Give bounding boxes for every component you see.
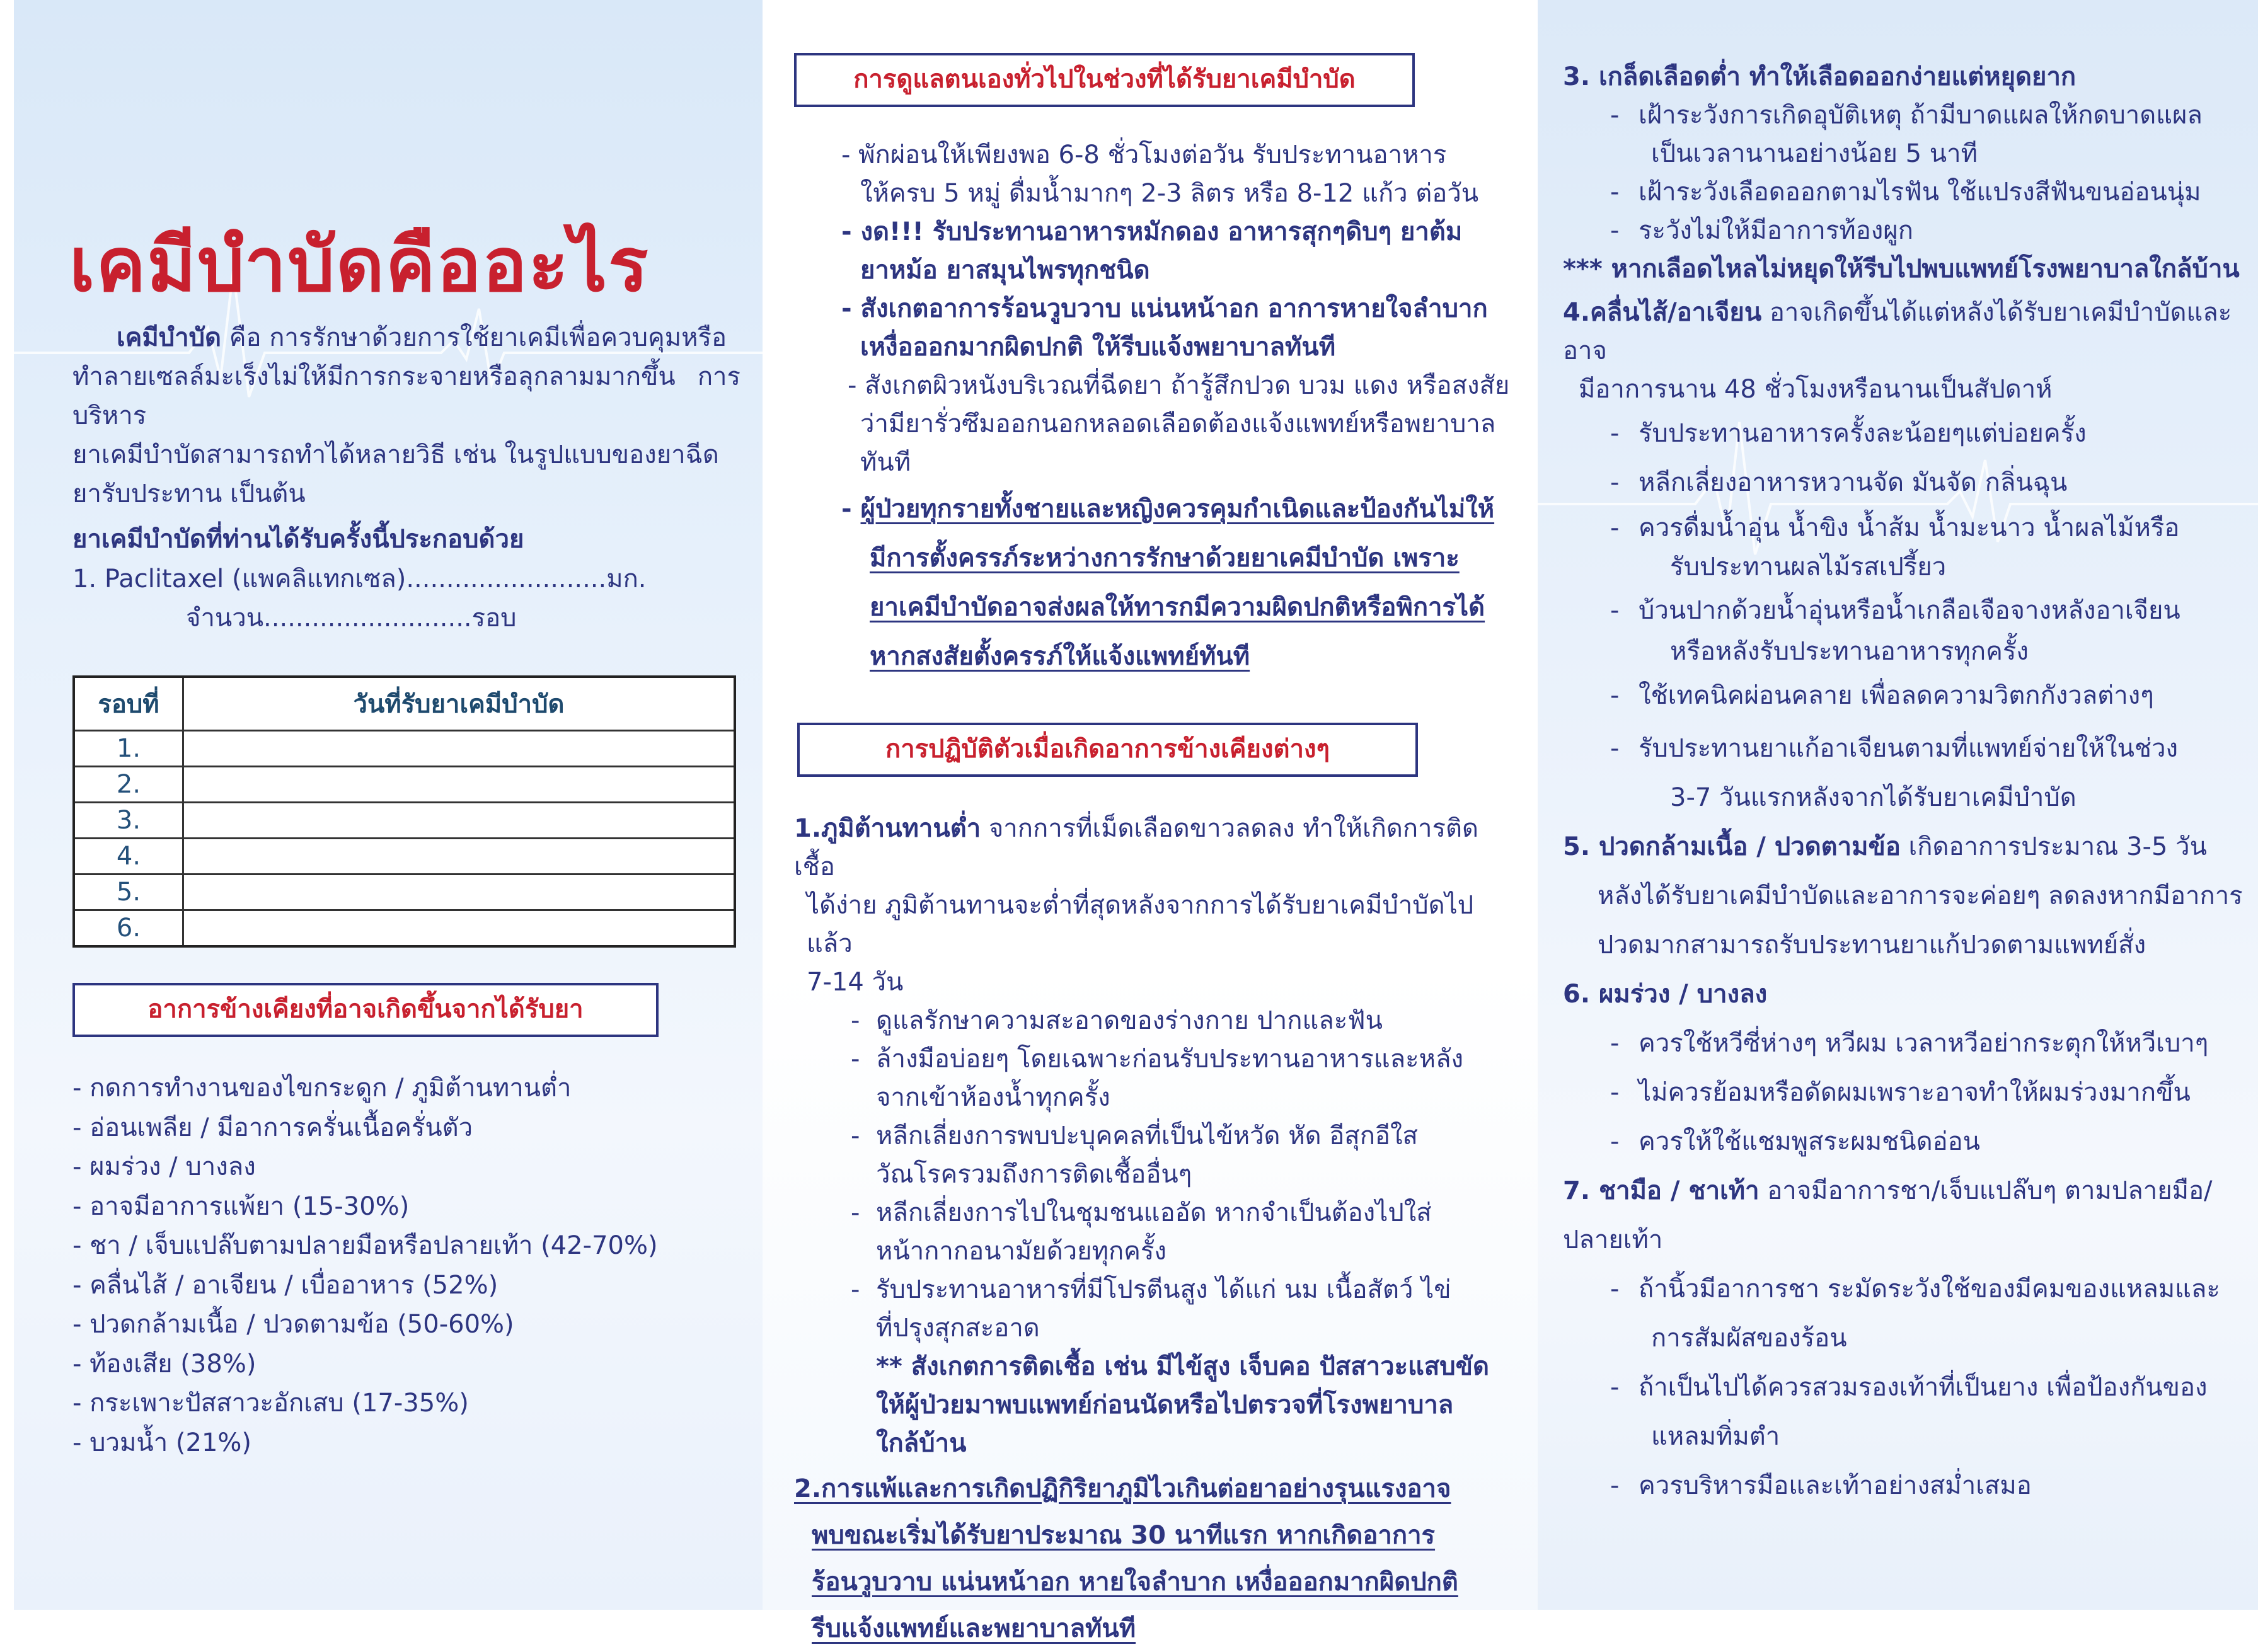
care-line: หลังได้รับยาเคมีบำบัดและอาการจะค่อยๆ ลดลงหากมีอาการ [1598,881,2243,910]
care-line: - สังเกตผิวหนังบริเวณที่ฉีดยา ถ้ารู้สึกปวด บวม แดง หรือสงสัย [848,371,1510,400]
care-line: ไม่ควรย้อมหรือดัดผมเพราะอาจทำให้ผมร่วงมากขึ้น [1639,1078,2191,1107]
care-line: จากเข้าห้องน้ำทุกครั้ง [876,1083,1110,1112]
intro-line: ยาเคมีบำบัดสามารถทำได้หลายวิธี เช่น ในรูปแบบของยาฉีด [72,440,719,469]
care-line: ยาเคมีบำบัดอาจส่งผลให้ทารกมีความผิดปกติหรือพิการได้ [870,593,1485,622]
care-line: - งด!!! รับประทานอาหารหมักดอง อาหารสุกๆดิบๆ ยาต้ม [841,217,1463,246]
round-number: 4. [74,839,183,875]
care-line: ได้ง่าย ภูมิต้านทานจะต่ำที่สุดหลังจากการได้รับยาเคมีบำบัดไปแล้ว [807,891,1474,958]
care-line: รับประทานยาแก้อาเจียนตามที่แพทย์จ่ายให้ในช่วง [1639,734,2179,763]
infection-note: ใกล้บ้าน [876,1429,967,1458]
care-line: เกิดอาการประมาณ 3-5 วัน [1900,832,2207,861]
care-line: ให้ครบ 5 หมู่ ดื่มน้ำมากๆ 2-3 ลิตร หรือ 8-12 แก้ว ต่อวัน [860,179,1479,208]
date-cell [183,803,735,839]
table-row [74,767,735,803]
care-line: แหลมทิ่มตำ [1651,1422,1780,1451]
left-panel [0,0,763,1610]
section-title: 6. ผมร่วง / บางลง [1563,980,1768,1009]
care-line: หน้ากากอนามัยด้วยทุกครั้ง [876,1237,1166,1266]
drug-rounds-line: จำนวน..........................รอบ [186,604,517,633]
table-header-date: วันที่รับยาเคมีบำบัด [183,677,735,731]
care-line: รับประทานอาหารครั้งละน้อยๆแต่บ่อยครั้ง [1639,419,2087,448]
table-header-row [74,677,735,731]
date-cell [183,875,735,910]
date-cell [183,767,735,803]
list-item: - กระเพาะปัสสาวะอักเสบ (17-35%) [72,1389,469,1418]
drug-dose-line: 1. Paclitaxel (แพคลิแทกเซล).........................มก. [72,565,647,594]
care-line: จากการที่เม็ดเลือดขาวลดลง ทำให้เกิดการติดเชื้อ [794,814,1478,881]
care-line: ควรบริหารมือและเท้าอย่างสม่ำเสมอ [1639,1471,2032,1500]
list-item: - อาจมีอาการแพ้ยา (15-30%) [72,1191,410,1221]
care-line: ดูแลรักษาความสะอาดของร่างกาย ปากและฟัน [876,1006,1383,1035]
intro-term: เคมีบำบัด [117,323,222,352]
care-line: ที่ปรุงสุกสะอาด [876,1314,1040,1343]
care-line: ทันที [860,448,911,477]
list-item: - ผมร่วง / บางลง [72,1152,256,1181]
care-line: ควรดื่มน้ำอุ่น น้ำขิง น้ำส้ม น้ำมะนาว น้ำผลไม้หรือ [1639,513,2180,542]
side-effect-care-heading: การปฏิบัติตัวเมื่อเกิดอาการข้างเคียงต่างๆ [797,723,1418,777]
rounds-table [72,675,736,948]
care-line: อาจมีอาการชา/เจ็บแปล๊บๆ ตามปลายมือ/ ปลายเท้า [1563,1176,2213,1254]
section-title: 3. เกล็ดเลือดต่ำ ทำให้เลือดออกง่ายแต่หยุดยาก [1563,62,2077,91]
care-line: - สังเกตอาการร้อนวูบวาบ แน่นหน้าอก อาการหายใจลำบาก [841,294,1488,323]
table-row [74,803,735,839]
care-line: เหงื่อออกมากผิดปกติ ให้รีบแจ้งพยาบาลทันที [860,333,1336,362]
allergy-line: ร้อนวูบวาบ แน่นหน้าอก หายใจลำบาก เหงื่อออกมากผิดปกติ [812,1568,1458,1597]
section-title: 5. ปวดกล้ามเนื้อ / ปวดตามข้อ [1563,832,1901,861]
care-line: มีการตั้งครรภ์ระหว่างการรักษาด้วยยาเคมีบำบัด เพราะ [870,544,1460,573]
intro-line: คือ การรักษาด้วยการใช้ยาเคมีเพื่อควบคุมหรือ [221,323,727,352]
care-line: ยาหม้อ ยาสมุนไพรทุกชนิด [860,256,1150,285]
round-number: 1. [74,731,183,767]
list-item: - ท้องเสีย (38%) [72,1349,256,1379]
section-title: 7. ชามือ / ชาเท้า [1563,1176,1760,1205]
middle-panel [763,0,1538,1643]
round-number: 3. [74,803,183,839]
care-line: ระวังไม่ให้มีอาการท้องผูก [1639,216,1913,245]
self-care-list [794,136,1519,681]
round-number: 5. [74,875,183,910]
section-title: 4.คลื่นไส้/อาเจียน [1563,298,1762,327]
care-line: วัณโรครวมถึงการติดเชื้ออื่นๆ [876,1160,1192,1189]
bleeding-note: *** หากเลือดไหลไม่หยุดให้รีบไปพบแพทย์โรงพยาบาลใกล้บ้าน [1563,255,2240,284]
care-line: หากสงสัยตั้งครรภ์ให้แจ้งแพทย์ทันที [870,642,1250,671]
care-line: ถ้านิ้วมีอาการชา ระมัดระวังใช้ของมีคมของแหลมและ [1639,1275,2220,1304]
care-line: หลีกเลี่ยงอาหารหวานจัด มันจัด กลิ่นฉุน [1639,468,2068,497]
list-item: - ปวดกล้ามเนื้อ / ปวดตามข้อ (50-60%) [72,1310,514,1339]
round-number: 6. [74,910,183,947]
date-cell [183,839,735,875]
list-item: - บวมน้ำ (21%) [72,1428,252,1457]
list-item: - ชา / เจ็บแปล๊บตามปลายมือหรือปลายเท้า (42-70%) [72,1231,658,1260]
care-line: เฝ้าระวังการเกิดอุบัติเหตุ ถ้ามีบาดแผลให้กดบาดแผล [1639,101,2203,130]
allergy-line: พบขณะเริ่มได้รับยาประมาณ 30 นาทีแรก หากเกิดอาการ [812,1521,1436,1550]
care-line: หรือหลังรับประทานอาหารทุกครั้ง [1670,637,2029,666]
infection-note: ให้ผู้ป่วยมาพบแพทย์ก่อนนัดหรือไปตรวจที่โรงพยาบาล [876,1391,1454,1420]
intro-line: ทำลายเซลล์มะเร็งไม่ให้มีการกระจายหรือลุกลามมากขึ้น การบริหาร [72,362,740,430]
care-line: อาจเกิดขึ้นได้แต่หลังได้รับยาเคมีบำบัดและอาจ [1563,298,2232,365]
side-effects-list [72,1069,740,1462]
list-item: - คลื่นไส้ / อาเจียน / เบื่ออาหาร (52%) [72,1270,498,1300]
intro-paragraph [72,318,740,513]
intro-line: ยารับประทาน เป็นต้น [72,479,306,508]
care-line: ล้างมือบ่อยๆ โดยเฉพาะก่อนรับประทานอาหารและหลัง [876,1045,1464,1074]
care-line: - พักผ่อนให้เพียงพอ 6-8 ชั่วโมงต่อวัน รับประทานอาหาร [841,141,1447,169]
date-cell [183,910,735,947]
section-title: 1.ภูมิต้านทานต่ำ [794,814,981,843]
care-line: ว่ามียารั่วซึมออกนอกหลอดเลือดต้องแจ้งแพทย์หรือพยาบาล [860,410,1496,439]
table-row [74,839,735,875]
dash: - [841,495,861,524]
date-cell [183,731,735,767]
table-row [74,875,735,910]
round-number: 2. [74,767,183,803]
care-line: การสัมผัสของร้อน [1651,1324,1847,1353]
table-header-round: รอบที่ [74,677,183,731]
list-item: - กดการทำงานของไขกระดูก / ภูมิต้านทานต่ำ [72,1074,572,1103]
care-line: เฝ้าระวังเลือดออกตามไรฟัน ใช้แปรงสีฟันขนอ่อนนุ่ม [1639,178,2201,207]
infection-note: ** สังเกตการติดเชื้อ เช่น มีไข้สูง เจ็บคอ ปัสสาวะแสบขัด [876,1352,1489,1381]
page-title: เคมีบำบัดคืออะไร [69,221,650,308]
care-line: ควรใช้หวีซี่ห่างๆ หวีผม เวลาหวีอย่ากระตุกให้หวีเบาๆ [1639,1029,2209,1058]
side-effects-heading: อาการข้างเคียงที่อาจเกิดขึ้นจากได้รับยา [72,983,659,1037]
care-line: มีอาการนาน 48 ชั่วโมงหรือนานเป็นสัปดาห์ [1579,375,2053,404]
table-row [74,910,735,947]
side-effects-detail: 3. เกล็ดเลือดต่ำ ทำให้เลือดออกง่ายแต่หยุดยาก - เฝ้าระวังการเกิดอุบัติเหตุ ถ้ามีบาดแผลให้กดบาดแผล เป็นเวลานานอย่างน้อย 5 นาที - เฝ้าระวังเลือดออกตามไรฟัน ใช้แปรงสีฟันขนอ่อนนุ่ม - ระวังไม่ให้มีอาการท้องผูก *** หากเลือดไหลไม่หยุดให้รีบไปพบแพทย์โรงพยาบาลใกล้บ้าน 4.คลื่นไส้/อาเจียน อาจเกิดขึ้นได้แต่หลังได้รับยาเคมีบำบัดและอาจ มีอาการนาน 48 ชั่วโมงหรือนานเป็นสัปดาห์ - รับประทานอาหารครั้งละน้อยๆแต่บ่อยครั้ง - หลีกเลี่ยงอาหารหวานจัด มันจัด กลิ่นฉุน - ควรดื่มน้ำอุ่น น้ำขิง น้ำส้ม น้ำมะนาว น้ำผลไม้หรือ รับประทานผลไม้รสเปรี้ยว - บ้วนปากด้วยน้ำอุ่นหรือน้ำเกลือเจือจางหลังอาเจียน หรือหลังรับประทานอาหารทุกครั้ง - ใช้เทคนิคผ่อนคลาย เพื่อลดความวิตกกังวลต่างๆ - รับประทานยาแก้อาเจียนตามที่แพทย์จ่ายให้ในช่วง 3-7 วันแรกหลังจากได้รับยาเคมีบำบัด 5. ปวดกล้ามเนื้อ / ปวดตามข้อ เกิดอาการประมาณ 3-5 วัน หลังได้รับยาเคมีบำบัดและอาการจะค่อยๆ ลดลงหากมีอาการ ปวดมากสามารถรับประทานยาแก้ปวดตามแพทย์สั่ง 6. ผมร่วง / บางลง - ควรใช้หวีซี่ห่างๆ หวีผม เวลาหวีอย่ากระตุกให้หวีเบาๆ - ไม่ควรย้อมหรือดัดผมเพราะอาจทำให้ผมร่วงมากขึ้น - ควรให้ใช้แชมพูสระผมชนิดอ่อน 7. ชามือ / ชาเท้า อาจมีอาการชา/เจ็บแปล๊บๆ ตามปลายมือ/ ปลายเท้า - ถ้านิ้วมีอาการชา ระมัดระวังใช้ของมีคมของแหลมและ การสัมผัสของร้อน - ถ้าเป็นไปได้ควรสวมรองเท้าที่เป็นยาง เพื่อป้องกันของ แหลมทิ่มตำ - ควรบริหารมือและเท้าอย่างสม่ำเสมอ [1563,58,2247,1510]
right-panel [1538,0,2258,1610]
list-item: - อ่อนเพลีย / มีอาการครั่นเนื้อครั่นตัว [72,1113,473,1142]
care-line: ควรให้ใช้แชมพูสระผมชนิดอ่อน [1639,1127,1980,1156]
side-effect-care-list: 1.ภูมิต้านทานต่ำ จากการที่เม็ดเลือดขาวลดลง ทำให้เกิดการติดเชื้อ ได้ง่าย ภูมิต้านทานจะต่ำที่สุดหลังจากการได้รับยาเคมีบำบัดไปแล้ว 7-14 วัน - ดูแลรักษาความสะอาดของร่างกาย ปากและฟัน - ล้างมือบ่อยๆ โดยเฉพาะก่อนรับประทานอาหารและหลัง จากเข้าห้องน้ำทุกครั้ง - หลีกเลี่ยงการพบปะบุคคลที่เป็นไข้หวัด หัด อีสุกอีใส วัณโรครวมถึงการติดเชื้ออื่นๆ - หลีกเลี่ยงการไปในชุมชนแออัด หากจำเป็นต้องไปใส่ หน้ากากอนามัยด้วยทุกครั้ง - รับประทานอาหารที่มีโปรตีนสูง ได้แก่ นม เนื้อสัตว์ ไข่ ที่ปรุงสุกสะอาด ** สังเกตการติดเชื้อ เช่น มีไข้สูง เจ็บคอ ปัสสาวะแสบขัด ให้ผู้ป่วยมาพบแพทย์ก่อนนัดหรือไปตรวจที่โรงพยาบาล ใกล้บ้าน 2.การแพ้และการเกิดปฏิกิริยาภูมิไวเกินต่อยาอย่างรุนแรงอาจ พบขณะเริ่มได้รับยาประมาณ 30 นาทีแรก หากเกิดอาการ ร้อนวูบวาบ แน่นหน้าอก หายใจลำบาก เหงื่อออกมากผิดปกติ รีบแจ้งแพทย์และพยาบาลทันที [794,810,1519,1652]
care-line: รับประทานอาหารที่มีโปรตีนสูง ได้แก่ นม เนื้อสัตว์ ไข่ [876,1275,1451,1304]
table-row [74,731,735,767]
allergy-line: รีบแจ้งแพทย์และพยาบาลทันที [812,1614,1136,1643]
care-line: ปวดมากสามารถรับประทานยาแก้ปวดตามแพทย์สั่ง [1598,931,2146,960]
care-line: หลีกเลี่ยงการไปในชุมชนแออัด หากจำเป็นต้องไปใส่ [876,1198,1432,1227]
self-care-heading: การดูแลตนเองทั่วไปในช่วงที่ได้รับยาเคมีบำบัด [794,53,1415,107]
care-line: 3-7 วันแรกหลังจากได้รับยาเคมีบำบัด [1670,783,2077,812]
care-line: เป็นเวลานานอย่างน้อย 5 นาที [1651,139,1978,168]
drug-heading: ยาเคมีบำบัดที่ท่านได้รับครั้งนี้ประกอบด้วย [72,525,524,554]
care-line: ถ้าเป็นไปได้ควรสวมรองเท้าที่เป็นยาง เพื่อป้องกันของ [1639,1373,2208,1402]
allergy-line: 2.การแพ้และการเกิดปฏิกิริยาภูมิไวเกินต่อยาอย่างรุนแรงอาจ [794,1474,1451,1503]
care-line: ผู้ป่วยทุกรายทั้งชายและหญิงควรคุมกำเนิดและป้องกันไม่ให้ [860,495,1495,524]
care-line: 7-14 วัน [807,968,904,997]
care-line: บ้วนปากด้วยน้ำอุ่นหรือน้ำเกลือเจือจางหลังอาเจียน [1639,596,2180,625]
care-line: รับประทานผลไม้รสเปรี้ยว [1670,553,1947,582]
care-line: หลีกเลี่ยงการพบปะบุคคลที่เป็นไข้หวัด หัด อีสุกอีใส [876,1121,1418,1150]
care-line: ใช้เทคนิคผ่อนคลาย เพื่อลดความวิตกกังวลต่างๆ [1639,681,2154,710]
